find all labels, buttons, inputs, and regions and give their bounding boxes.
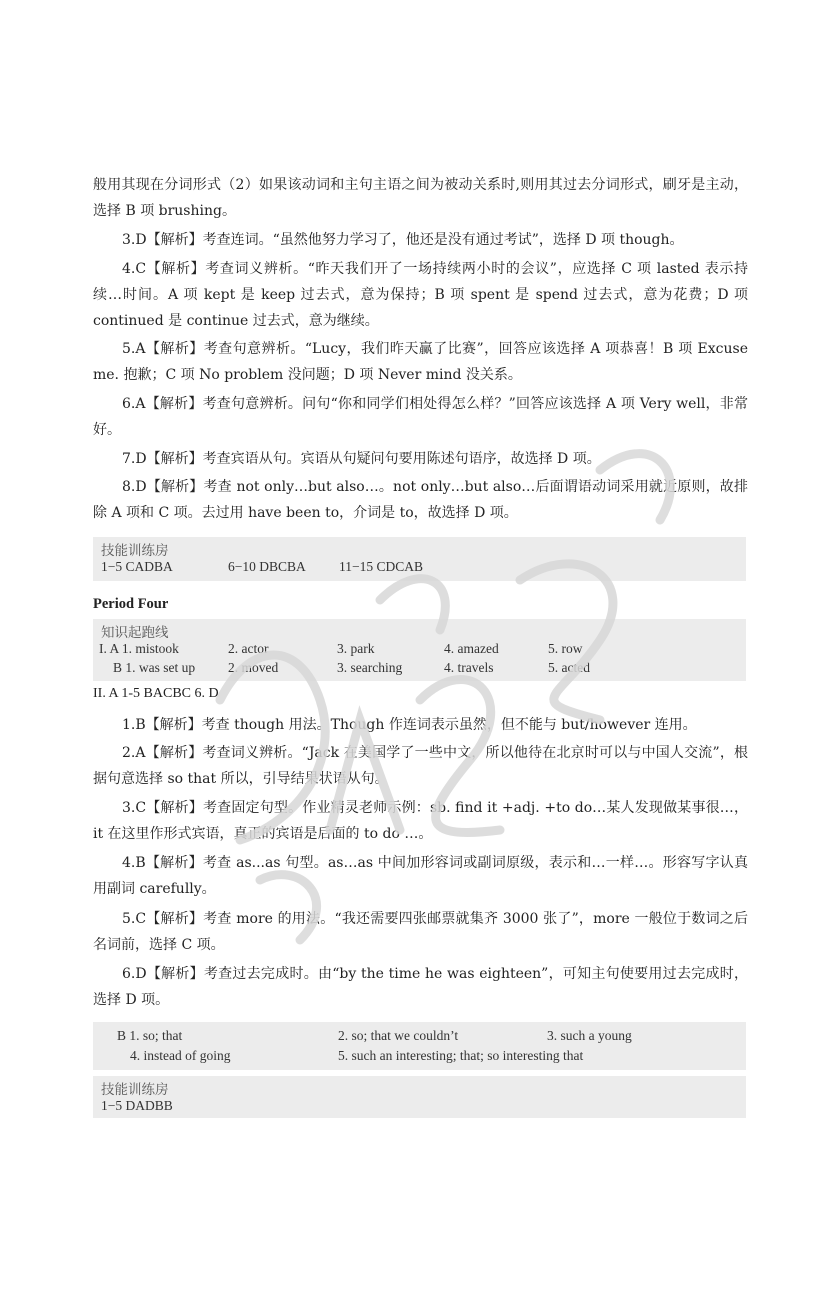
paragraph-answer-6b: 6.D【解析】考查过去完成时。由“by the time he was eighteen”，可知主句使要用过去完成时，选择 D 项。: [93, 966, 748, 1008]
paragraph-answer-3b: 3.C【解析】考查固定句型。作业精灵老师示例：sb. find it +adj. +to do…某人发现做某事很…，it 在这里作形式宾语，真正的宾语是后面的 to do …。: [93, 800, 748, 842]
paragraph-answer-4: 4.C【解析】考查词义辨析。“昨天我们开了一场持续两小时的会议”，应选择 C 项 lasted 表示持续…时间。A 项 kept 是 keep 过去式，意为保持；B 项 spent 是 spend 过去式，意为花费；D 项 continued 是 continue 过去式，意为继续。: [93, 261, 748, 329]
paragraph-answer-2: 2.A【解析】考查词义辨析。“Jack 在美国学了一些中文，所以他待在北京时可以与中国人交流”，根据句意选择 so that 所以，引导结果状语从句。: [93, 745, 748, 787]
paragraph-answer-8: 8.D【解析】考查 not only…but also…。not only…but also…后面谓语动词采用就近原则，故排除 A 项和 C 项。去过用 have been to，介词是 to，故选择 D 项。: [93, 479, 748, 521]
answer-group: 11−15 CDCAB: [339, 559, 423, 574]
knowledge-box: [93, 619, 746, 681]
answer-item: B 1. was set up: [113, 660, 196, 675]
answer-item: 4. travels: [444, 660, 494, 675]
paragraph-answer-7: 7.D【解析】考查宾语从句。宾语从句疑问句要用陈述句语序，故选择 D 项。: [122, 451, 601, 467]
answer-item: B 1. so; that: [117, 1028, 183, 1043]
answer-item: 4. instead of going: [130, 1048, 231, 1063]
fill-in-answers-box: [93, 1022, 746, 1070]
paragraph-answer-4b: 4.B【解析】考查 as...as 句型。as…as 中间加形容词或副词原级，表示和…一样…。形容写字认真用副词 carefully。: [93, 855, 748, 897]
answer-item: 2. so; that we couldn’t: [338, 1028, 459, 1043]
answer-item: 5. row: [548, 641, 583, 656]
answer-item: 3. such a young: [547, 1028, 632, 1043]
paragraph-answer-1: 1.B【解析】考查 though 用法。Though 作连词表示虽然，但不能与 but/however 连用。: [122, 717, 697, 733]
section-ii-answers: II. A 1-5 BACBC 6. D: [93, 686, 219, 701]
answer-group: 6−10 DBCBA: [228, 559, 306, 574]
paragraph-answer-5b: 5.C【解析】考查 more 的用法。“我还需要四张邮票就集齐 3000 张了”，more 一般位于数词之后名词前，选择 C 项。: [93, 911, 748, 953]
answer-group: 1−5 CADBA: [101, 559, 173, 574]
paragraph-answer-3: 3.D【解析】考查连词。“虽然他努力学习了，他还是没有通过考试”，选择 D 项 though。: [122, 232, 684, 248]
answer-item: 2. actor: [228, 641, 269, 656]
skill-box-title: 技能训练房: [101, 1082, 169, 1098]
answer-item: 5. such an interesting; that; so interesting that: [338, 1048, 584, 1063]
skill-training-box-2: [93, 1076, 746, 1118]
answer-item: 3. searching: [337, 660, 403, 675]
skill-training-box: [93, 537, 746, 581]
answer-item: 4. amazed: [444, 641, 499, 656]
paragraph-answer-5: 5.A【解析】考查句意辨析。“Lucy，我们昨天赢了比赛”，回答应该选择 A 项恭喜！B 项 Excuse me. 抱歉；C 项 No problem 没问题；D 项 Never mind 没关系。: [93, 341, 748, 383]
answer-group: 1−5 DADBB: [101, 1098, 173, 1113]
knowledge-box-title: 知识起跑线: [101, 625, 169, 641]
paragraph-answer-6: 6.A【解析】考查句意辨析。问句“你和同学们相处得怎么样？”回答应该选择 A 项 Very well，非常好。: [93, 396, 748, 438]
paragraph-continued: 般用其现在分词形式（2）如果该动词和主句主语之间为被动关系时,则用其过去分词形式，刷牙是主动，选择 B 项 brushing。: [93, 177, 748, 219]
skill-box-title: 技能训练房: [101, 543, 169, 559]
answer-item: 5. acted: [548, 660, 590, 675]
answer-item: I. A 1. mistook: [99, 641, 179, 656]
answer-item: 2. moved: [228, 660, 279, 675]
section-heading: Period Four: [93, 596, 169, 612]
answer-item: 3. park: [337, 641, 375, 656]
